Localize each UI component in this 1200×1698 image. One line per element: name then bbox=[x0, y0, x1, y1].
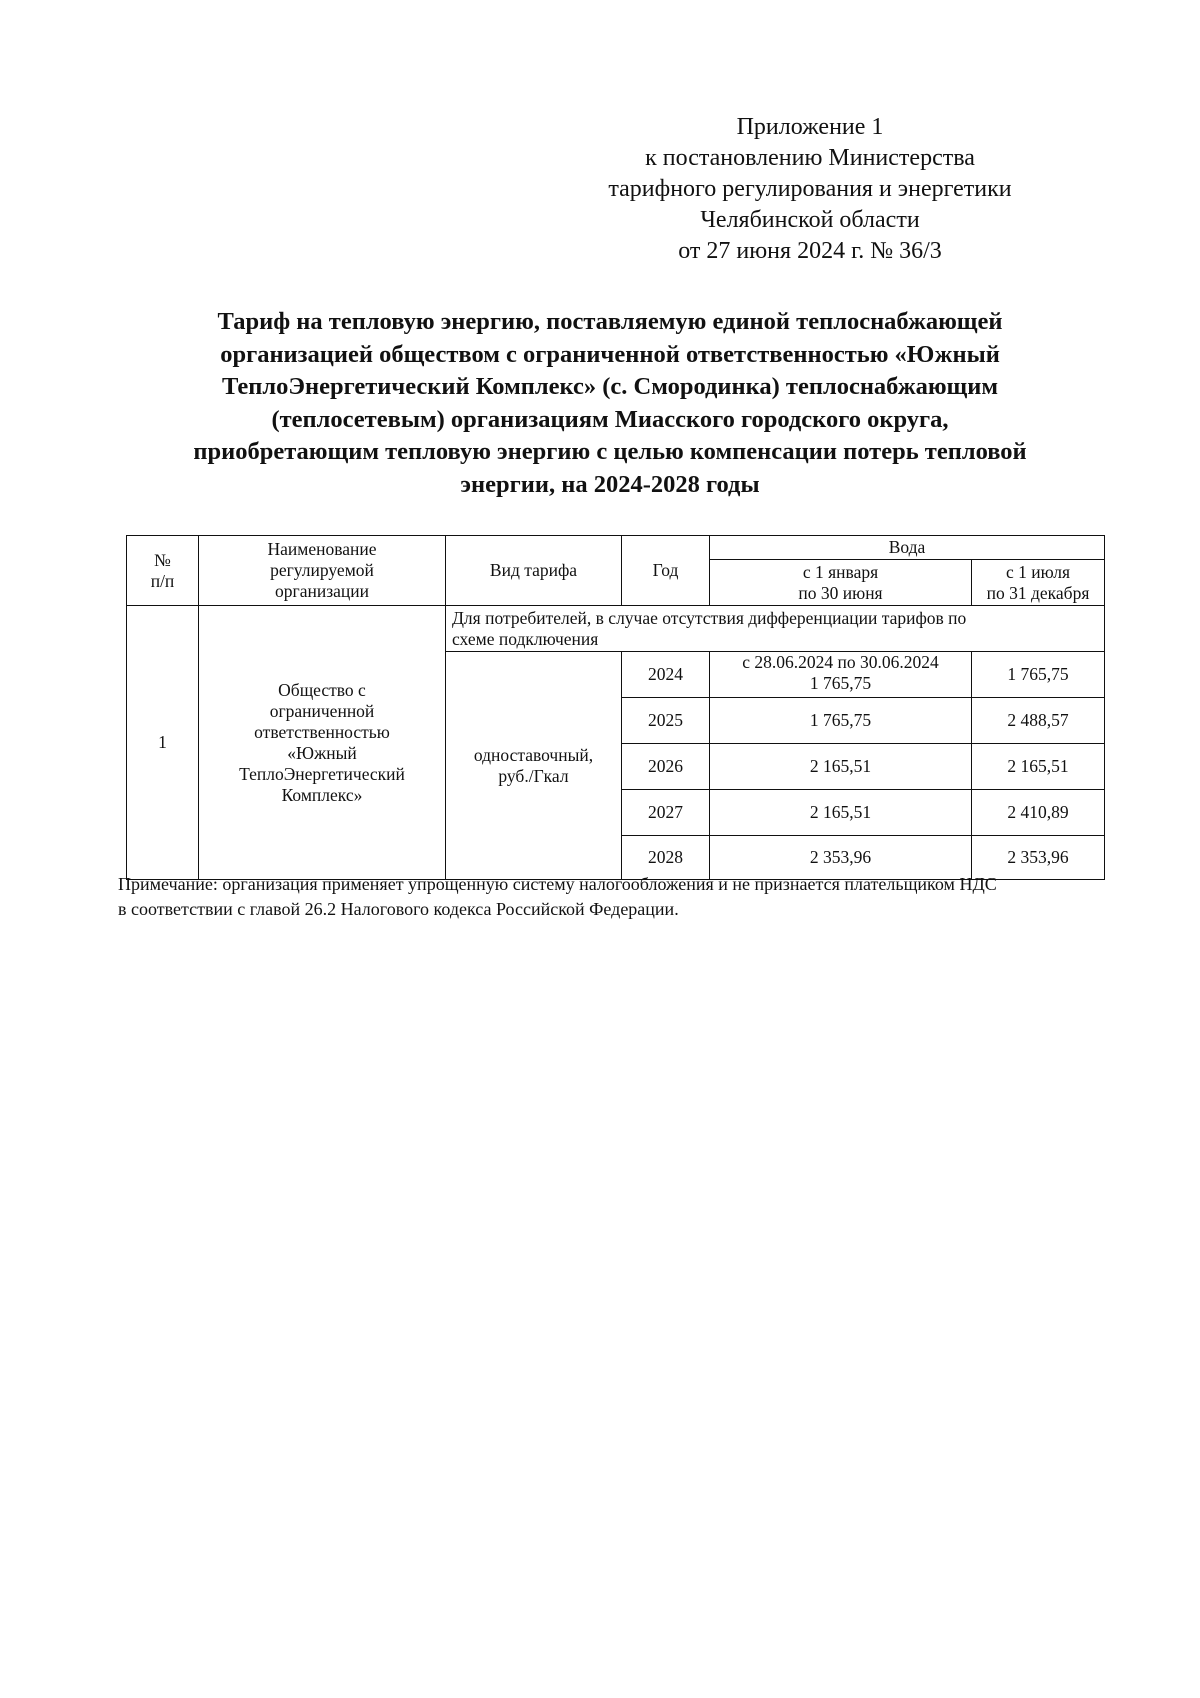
title-line: (теплосетевым) организациям Миасского городского округа, bbox=[271, 405, 949, 433]
tariff-value: 1 765,75 bbox=[809, 710, 872, 730]
org-name-text: Комплекс» bbox=[281, 784, 363, 805]
org-name-cell bbox=[199, 606, 446, 880]
title-line: энергии, на 2024-2028 годы bbox=[460, 470, 760, 498]
header-text: регулируемой bbox=[270, 560, 374, 580]
year-value: 2028 bbox=[648, 847, 683, 867]
header-text: по 30 июня bbox=[798, 582, 883, 603]
tariff-value: 2 165,51 bbox=[809, 756, 872, 776]
header-text: организации bbox=[275, 581, 369, 601]
tariff-value: 2 410,89 bbox=[1007, 802, 1069, 822]
tariff-value: 1 765,75 bbox=[809, 673, 872, 693]
header-text: Наименование bbox=[267, 539, 377, 559]
header-second-half-cell bbox=[972, 560, 1105, 606]
org-name-text: ограниченной bbox=[269, 700, 375, 721]
first-half-value-cell bbox=[710, 744, 972, 790]
first-half-value-cell bbox=[710, 790, 972, 836]
subheader-text: Для потребителей, в случае отсутствия дифференциации тарифов по bbox=[452, 607, 967, 628]
period-note: с 28.06.2024 по 30.06.2024 bbox=[742, 652, 939, 672]
header-first-half-cell bbox=[710, 560, 972, 606]
subheader-cell bbox=[446, 606, 1105, 652]
header-row bbox=[127, 536, 1105, 560]
title-line: Тариф на тепловую энергию, поставляемую единой теплоснабжающей bbox=[217, 308, 1003, 335]
subheader-row bbox=[127, 606, 1105, 652]
header-number-cell bbox=[127, 536, 199, 606]
first-half-value-cell bbox=[710, 698, 972, 744]
header-tariff-type-cell bbox=[446, 536, 622, 606]
appendix-line: Челябинской области bbox=[700, 207, 920, 233]
tariff-value: 2 165,51 bbox=[1007, 756, 1069, 776]
year-cell bbox=[622, 744, 710, 790]
tariff-value: 2 165,51 bbox=[809, 802, 872, 822]
appendix-line: к постановлению Министерства bbox=[645, 145, 975, 171]
first-half-value-cell bbox=[710, 652, 972, 698]
year-value: 2024 bbox=[648, 664, 683, 684]
year-cell bbox=[622, 698, 710, 744]
tariff-value: 2 353,96 bbox=[1007, 847, 1069, 867]
year-value: 2027 bbox=[648, 802, 683, 822]
org-name-text: ответственностью bbox=[254, 721, 390, 742]
appendix-line: от 27 июня 2024 г. № 36/3 bbox=[678, 238, 942, 264]
tariff-value: 2 353,96 bbox=[809, 847, 872, 867]
title-line: организацией обществом с ограниченной ответственностью «Южный bbox=[220, 340, 1000, 368]
header-text: Вода bbox=[888, 537, 926, 557]
footnote-line: в соответствии с главой 26.2 Налогового кодекса Российской Федерации. bbox=[118, 899, 679, 919]
footnote bbox=[118, 872, 1118, 922]
appendix-line: Приложение 1 bbox=[736, 114, 884, 140]
org-name-text: Общество с bbox=[278, 679, 366, 700]
row-number: 1 bbox=[158, 732, 167, 752]
footnote-line: Примечание: организация применяет упрощенную систему налогообложения и не признается плательщиком НДС bbox=[118, 874, 997, 894]
year-value: 2026 bbox=[648, 756, 683, 776]
year-value: 2025 bbox=[648, 710, 683, 730]
second-half-value-cell bbox=[972, 790, 1105, 836]
title-line: приобретающим тепловую энергию с целью компенсации потерь тепловой bbox=[193, 438, 1027, 465]
org-name-text: ТеплоЭнергетический bbox=[239, 763, 405, 784]
header-text: Год bbox=[652, 560, 679, 580]
tariff-value: 2 488,57 bbox=[1007, 710, 1069, 730]
org-name-text: «Южный bbox=[287, 742, 357, 763]
second-half-value-cell bbox=[972, 652, 1105, 698]
header-text: п/п bbox=[150, 570, 175, 591]
title-line: ТеплоЭнергетический Комплекс» (с. Смородинка) теплоснабжающим bbox=[221, 373, 999, 400]
appendix-line: тарифного регулирования и энергетики bbox=[608, 176, 1012, 202]
second-half-value-cell bbox=[972, 698, 1105, 744]
header-water-cell bbox=[710, 536, 1105, 560]
row-number-cell bbox=[127, 606, 199, 880]
year-cell bbox=[622, 790, 710, 836]
header-text: № bbox=[154, 549, 171, 570]
document-title bbox=[110, 306, 1110, 501]
tariff-kind-cell bbox=[446, 652, 622, 880]
year-cell bbox=[622, 652, 710, 698]
header-year-cell bbox=[622, 536, 710, 606]
header-text: с 1 июля bbox=[1005, 561, 1071, 582]
subheader-text: схеме подключения bbox=[452, 628, 599, 649]
tariff-kind-text: одноставочный, bbox=[473, 744, 594, 765]
header-text: по 31 декабря bbox=[986, 582, 1090, 603]
header-org-cell bbox=[199, 536, 446, 606]
header-text: Вид тарифа bbox=[489, 560, 578, 580]
tariff-kind-text: руб./Гкал bbox=[498, 765, 569, 786]
header-text: с 1 января bbox=[802, 561, 879, 582]
second-half-value-cell bbox=[972, 744, 1105, 790]
tariff-value: 1 765,75 bbox=[1007, 664, 1069, 684]
appendix-block bbox=[560, 112, 1060, 267]
tariff-table bbox=[126, 535, 1105, 880]
